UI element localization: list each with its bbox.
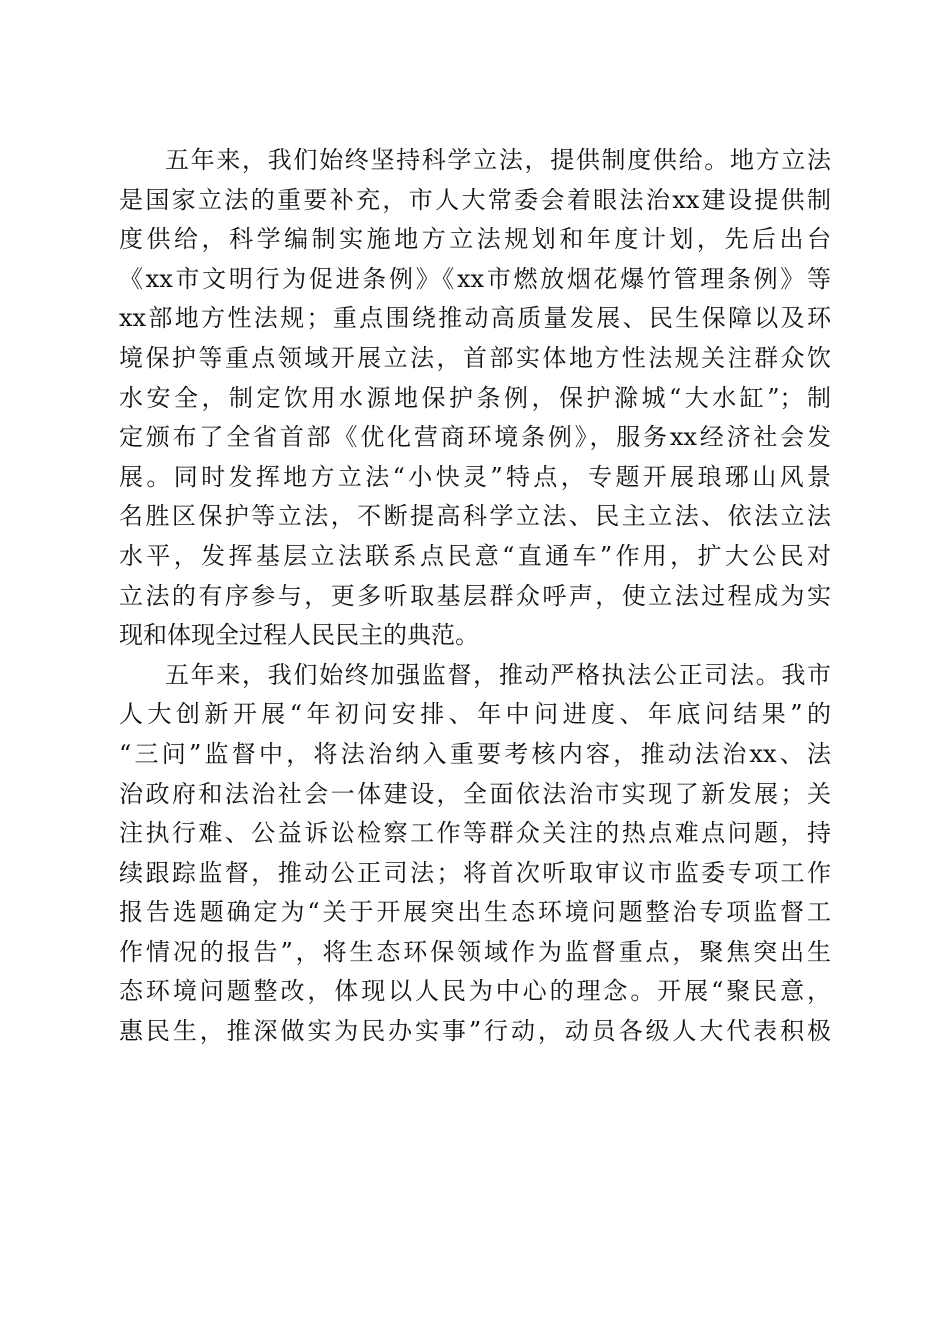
paragraph-legislation	[119, 141, 831, 656]
text-line: 展。同时发挥地方立法“小快灵”特点，专题开展琅琊山风景	[119, 462, 831, 491]
text-line: 续跟踪监督，推动公正司法；将首次听取审议市监委专项工作	[119, 858, 831, 887]
text-line: 治政府和法治社会一体建设，全面依法治市实现了新发展；关	[119, 779, 831, 808]
text-line: 是国家立法的重要补充，市人大常委会着眼法治xx建设提供制	[119, 185, 831, 214]
text-line: 《xx市文明行为促进条例》《xx市燃放烟花爆竹管理条例》等	[119, 264, 831, 293]
text-line: xx部地方性法规；重点围绕推动高质量发展、民生保障以及环	[119, 304, 831, 333]
text-line: 五年来，我们始终坚持科学立法，提供制度供给。地方立法	[165, 146, 831, 174]
text-line: 名胜区保护等立法，不断提高科学立法、民主立法、依法立法	[119, 502, 831, 531]
text-line: 现和体现全过程人民民主的典范。	[119, 621, 479, 650]
body-text	[119, 141, 831, 1052]
text-line: 境保护等重点领域开展立法，首部实体地方性法规关注群众饮	[119, 343, 831, 372]
paragraph-supervision	[119, 656, 831, 1052]
text-line: 惠民生，推深做实为民办实事”行动，动员各级人大代表积极	[119, 1017, 831, 1046]
text-line: 态环境问题整改，体现以人民为中心的理念。开展“聚民意，	[119, 977, 831, 1006]
text-line: 注执行难、公益诉讼检察工作等群众关注的热点难点问题，持	[119, 819, 831, 848]
text-line: “三问”监督中，将法治纳入重要考核内容，推动法治xx、法	[119, 739, 831, 768]
text-line: 五年来，我们始终加强监督，推动严格执法公正司法。我市	[165, 660, 831, 689]
text-line: 人大创新开展“年初问安排、年中问进度、年底问结果”的	[119, 700, 831, 729]
text-line: 立法的有序参与，更多听取基层群众呼声，使立法过程成为实	[119, 581, 831, 610]
text-line: 度供给，科学编制实施地方立法规划和年度计划，先后出台	[119, 225, 831, 254]
text-line: 水平，发挥基层立法联系点民意“直通车”作用，扩大公民对	[119, 541, 831, 570]
text-line: 作情况的报告”，将生态环保领域作为监督重点，聚焦突出生	[119, 937, 831, 966]
text-line: 定颁布了全省首部《优化营商环境条例》，服务xx经济社会发	[119, 423, 831, 452]
text-line: 报告选题确定为“关于开展突出生态环境问题整治专项监督工	[119, 898, 831, 927]
text-line: 水安全，制定饮用水源地保护条例，保护滁城“大水缸”；制	[119, 383, 831, 412]
